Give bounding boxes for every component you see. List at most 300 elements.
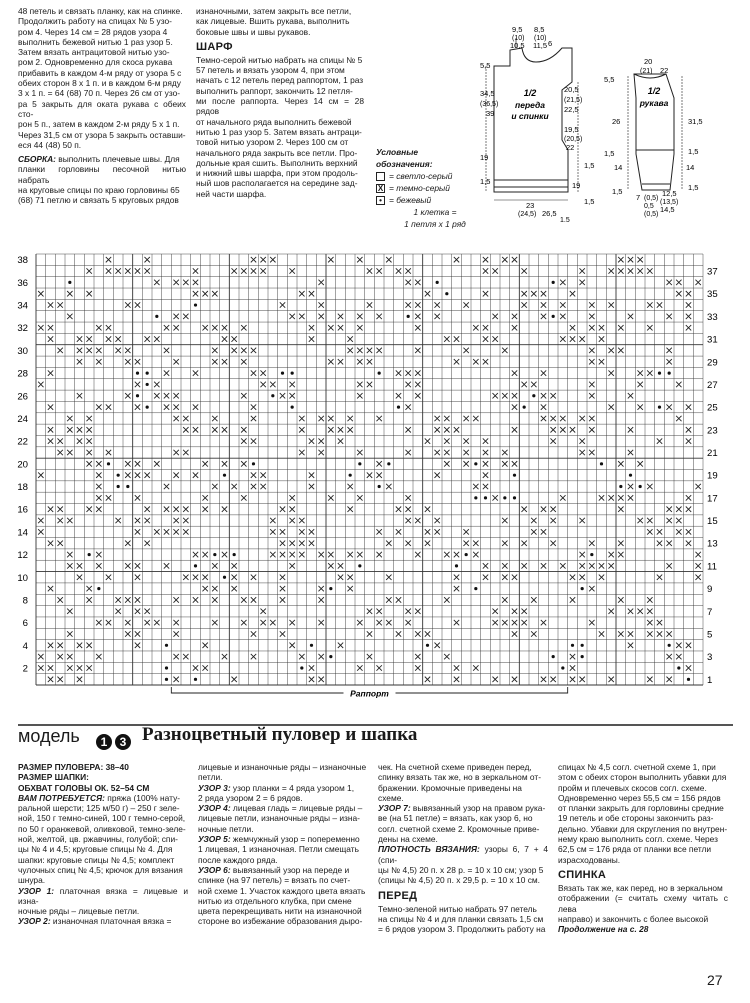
chart-cell-dark: [135, 461, 140, 466]
chart-row-number-left: 26: [17, 391, 28, 403]
chart-cell-dark: [164, 529, 169, 534]
chart-cell-dark: [144, 609, 149, 614]
chart-cell-dark: [251, 370, 256, 375]
chart-cell-dark: [695, 563, 700, 568]
chart-cell-dark: [106, 336, 111, 341]
chart-cell-dark: [608, 370, 613, 375]
chart-cell-dark: [202, 552, 207, 557]
svg-text:6: 6: [548, 39, 553, 48]
model-number-3-icon: 3: [115, 734, 131, 750]
chart-cell-dark: [657, 529, 662, 534]
chart-row-number-left: 20: [17, 459, 28, 471]
chart-cell-dark: [318, 438, 323, 443]
chart-cell-dark: [618, 552, 623, 557]
chart-cell-dark: [193, 575, 198, 580]
text-line: РАЗМЕР ШАПКИ:: [18, 772, 89, 783]
chart-cell-dark: [628, 484, 633, 489]
chart-cell-dark: [589, 427, 594, 432]
chart-cell-dark: [241, 268, 246, 273]
svg-text:39: 39: [486, 109, 495, 118]
chart-cell-dark: [541, 291, 546, 296]
chart-row-number-left: 10: [17, 572, 28, 584]
chart-cell-dark: [86, 450, 91, 455]
chart-cell-dark: [318, 302, 323, 307]
chart-cell-dark: [154, 529, 159, 534]
svg-text:1,5: 1,5: [688, 147, 699, 156]
chart-cell-dark: [86, 268, 91, 273]
body-label-2: переда: [515, 100, 545, 110]
chart-cell-dark: [686, 541, 691, 546]
chart-cell-dark: [550, 416, 555, 421]
chart-cell-dark: [115, 348, 120, 353]
chart-cell-dark: [289, 268, 294, 273]
chart-cell-beige: [117, 474, 120, 477]
chart-cell-dark: [618, 541, 623, 546]
chart-cell-beige: [155, 315, 158, 318]
chart-cell-dark: [173, 314, 178, 319]
chart-cell-dark: [570, 597, 575, 602]
legend-note-1: 1 клетка =: [413, 207, 457, 217]
chart-row-number-left: 2: [22, 663, 28, 675]
chart-cell-dark: [637, 518, 642, 523]
chart-cell-dark: [618, 461, 623, 466]
chart-cell-dark: [338, 563, 343, 568]
chart-cell-dark: [106, 575, 111, 580]
chart-cell-dark: [570, 336, 575, 341]
chart-cell-dark: [425, 529, 430, 534]
chart-cell-beige: [513, 496, 516, 499]
chart-cell-dark: [251, 575, 256, 580]
chart-cell-dark: [357, 393, 362, 398]
chart-cell-dark: [251, 257, 256, 262]
chart-cell-dark: [251, 268, 256, 273]
chart-cell-dark: [463, 416, 468, 421]
chart-cell-dark: [376, 268, 381, 273]
chart-cell-dark: [164, 404, 169, 409]
chart-cell-dark: [173, 393, 178, 398]
text-line: шнура.: [18, 875, 46, 886]
chart-cell-dark: [618, 631, 623, 636]
chart-cell-dark: [405, 268, 410, 273]
chart-cell-dark: [338, 438, 343, 443]
chart-cell-dark: [328, 563, 333, 568]
model-word: модель: [18, 726, 80, 746]
chart-cell-beige: [146, 383, 149, 386]
chart-cell-beige: [513, 474, 516, 477]
chart-cell-dark: [86, 597, 91, 602]
svg-text:5,5: 5,5: [480, 61, 491, 70]
chart-cell-dark: [512, 631, 517, 636]
chart-cell-dark: [579, 336, 584, 341]
chart-cell-dark: [212, 427, 217, 432]
chart-cell-dark: [357, 552, 362, 557]
chart-cell-dark: [135, 575, 140, 580]
chart-cell-beige: [252, 462, 255, 465]
chart-cell-dark: [483, 450, 488, 455]
chart-cell-dark: [628, 268, 633, 273]
chart-cell-dark: [637, 370, 642, 375]
chart-cell-beige: [223, 474, 226, 477]
chart-cell-dark: [521, 291, 526, 296]
chart-cell-dark: [38, 654, 43, 659]
svg-text:(21): (21): [640, 68, 653, 75]
chart-cell-dark: [415, 609, 420, 614]
chart-cell-dark: [444, 336, 449, 341]
chart-cell-dark: [338, 325, 343, 330]
chart-cell-dark: [289, 314, 294, 319]
chart-cell-dark: [589, 393, 594, 398]
chart-cell-dark: [560, 416, 565, 421]
chart-cell-dark: [599, 495, 604, 500]
chart-cell-dark: [202, 461, 207, 466]
text-line: чек. На счетной схеме приведен перед,: [378, 762, 532, 772]
chart-cell-beige: [136, 371, 139, 374]
chart-cell-dark: [396, 597, 401, 602]
chart-cell-dark: [164, 393, 169, 398]
chart-cell-dark: [173, 359, 178, 364]
text-line: по 50 г оранжевой, оливковой, темно-зеле-: [18, 823, 186, 834]
chart-row-number-left: 12: [17, 550, 28, 562]
text-line: ВАМ ПОТРЕБУЕТСЯ: пряжа (100% нату-: [18, 792, 181, 803]
chart-cell-dark: [463, 438, 468, 443]
body-label-1: 1/2: [523, 88, 537, 98]
chart-cell-dark: [231, 575, 236, 580]
chart-cell-dark: [628, 257, 633, 262]
chart-cell-dark: [318, 280, 323, 285]
chart-cell-dark: [67, 314, 72, 319]
chart-cell-dark: [357, 314, 362, 319]
chart-cell-dark: [299, 552, 304, 557]
chart-cell-dark: [579, 280, 584, 285]
chart-cell-dark: [647, 268, 652, 273]
svg-text:14: 14: [686, 163, 695, 172]
chart-cell-dark: [550, 438, 555, 443]
chart-cell-dark: [309, 529, 314, 534]
chart-cell-dark: [183, 450, 188, 455]
text-line: после каждого ряда.: [198, 854, 278, 865]
bottom-text-column-3: [378, 762, 548, 934]
svg-text:(0,5): (0,5): [644, 195, 659, 202]
chart-cell-dark: [434, 450, 439, 455]
chart-cell-dark: [357, 325, 362, 330]
chart-row-number-left: 22: [17, 436, 28, 448]
chart-cell-dark: [193, 370, 198, 375]
text-line: Темно-зеленой нитью набрать 97 петель: [378, 903, 537, 914]
chart-cell-dark: [328, 427, 333, 432]
assembly-label: СБОРКА:: [18, 154, 56, 165]
chart-cell-dark: [676, 280, 681, 285]
chart-cell-dark: [57, 654, 62, 659]
chart-cell-beige: [107, 462, 110, 465]
chart-cell-dark: [483, 336, 488, 341]
chart-cell-dark: [589, 563, 594, 568]
chart-cell-dark: [666, 404, 671, 409]
bottom-text-column-1: [18, 762, 188, 927]
chart-cell-dark: [280, 302, 285, 307]
chart-cell-dark: [376, 416, 381, 421]
chart-cell-dark: [618, 506, 623, 511]
chart-cell-dark: [183, 314, 188, 319]
svg-text:12,5: 12,5: [662, 189, 677, 198]
chart-cell-dark: [405, 450, 410, 455]
text-line: 62,5 см = 176 ряда от планки все петли: [558, 844, 712, 855]
chart-cell-dark: [657, 438, 662, 443]
chart-cell-dark: [202, 291, 207, 296]
chart-cell-dark: [299, 518, 304, 523]
chart-cell-dark: [299, 416, 304, 421]
text-line: ральной шерсти; 125 м/50 г) – 250 г зеле-: [18, 803, 180, 814]
chart-cell-dark: [173, 529, 178, 534]
chart-cell-dark: [657, 575, 662, 580]
chart-cell-dark: [173, 416, 178, 421]
legend-note-2: 1 петля х 1 ряд: [404, 219, 466, 229]
chart-row-number-right: 15: [707, 516, 718, 528]
chart-cell-dark: [57, 348, 62, 353]
chart-cell-dark: [512, 257, 517, 262]
svg-text:(36,5): (36,5): [480, 101, 499, 108]
chart-cell-dark: [106, 325, 111, 330]
chart-row-number-left: 38: [17, 255, 28, 267]
chart-cell-beige: [455, 564, 458, 567]
text-line: израсходованы.: [558, 854, 621, 865]
chart-cell-dark: [48, 665, 53, 670]
chart-cell-dark: [125, 472, 130, 477]
legend-title: Условные: [376, 147, 419, 157]
scarf-line: и нижний швы шарфа, при этом продоль-: [196, 168, 358, 179]
chart-cell-dark: [666, 280, 671, 285]
chart-cell-dark: [396, 393, 401, 398]
chart-cell-dark: [289, 382, 294, 387]
chart-cell-beige: [658, 406, 661, 409]
text-line: ПЛОТНОСТЬ ВЯЗАНИЯ: узоры 6, 7 + 4 (спи-: [378, 844, 548, 865]
text-line: ной, желтой, цв. ржавчины, голубой; спи-: [18, 834, 178, 845]
chart-cell-dark: [463, 541, 468, 546]
chart-cell-dark: [86, 336, 91, 341]
chart-cell-dark: [48, 302, 53, 307]
chart-cell-dark: [599, 336, 604, 341]
chart-cell-dark: [589, 586, 594, 591]
chart-cell-dark: [144, 472, 149, 477]
chart-cell-dark: [405, 495, 410, 500]
chart-cell-beige: [194, 303, 197, 306]
model-title: Разноцветный пуловер и шапка: [142, 724, 418, 745]
chart-cell-dark: [454, 336, 459, 341]
top-col1-line: Через 31,5 см от узора 5 закрыть оставши-: [18, 129, 186, 140]
chart-cell-dark: [405, 609, 410, 614]
chart-cell-dark: [376, 552, 381, 557]
chart-cell-beige: [407, 315, 410, 318]
chart-cell-dark: [318, 677, 323, 682]
chart-cell-beige: [126, 485, 129, 488]
chart-cell-dark: [589, 348, 594, 353]
text-line: от планки закрыть для горловины средние: [558, 803, 724, 814]
chart-cell-beige: [136, 394, 139, 397]
chart-row-number-left: 14: [17, 527, 28, 539]
text-label: ПЛОТНОСТЬ ВЯЗАНИЯ:: [378, 844, 480, 855]
chart-cell-dark: [579, 268, 584, 273]
chart-cell-beige: [629, 474, 632, 477]
chart-cell-dark: [367, 302, 372, 307]
chart-cell-dark: [251, 348, 256, 353]
text-line: спинку вязать так же, но в зеркальном от-: [378, 772, 542, 783]
text-label: УЗОР 4:: [198, 803, 231, 814]
text-label: УЗОР 6:: [198, 864, 231, 875]
chart-cell-dark: [434, 416, 439, 421]
chart-cell-dark: [154, 620, 159, 625]
chart-cell-dark: [241, 325, 246, 330]
chart-cell-dark: [492, 609, 497, 614]
chart-cell-dark: [241, 438, 246, 443]
chart-cell-dark: [212, 291, 217, 296]
chart-cell-dark: [77, 575, 82, 580]
chart-cell-dark: [531, 597, 536, 602]
chart-cell-dark: [144, 541, 149, 546]
chart-cell-beige: [436, 281, 439, 284]
text-line: УЗОР 5: жемчужный узор = попеременно: [198, 834, 360, 845]
svg-text:10,5: 10,5: [510, 41, 525, 50]
chart-cell-dark: [154, 336, 159, 341]
chart-cell-dark: [173, 472, 178, 477]
text-line: 2 ряда узором 2 = 6 рядов.: [198, 792, 303, 803]
scarf-line: от начального ряда выполнить бежевой: [196, 116, 352, 127]
chart-cell-dark: [77, 359, 82, 364]
chart-cell-dark: [463, 348, 468, 353]
chart-cell-dark: [38, 291, 43, 296]
chart-cell-dark: [347, 348, 352, 353]
chart-cell-dark: [579, 438, 584, 443]
chart-cell-dark: [618, 495, 623, 500]
chart-cell-dark: [512, 620, 517, 625]
chart-cell-dark: [67, 552, 72, 557]
chart-cell-dark: [512, 370, 517, 375]
chart-cell-dark: [608, 563, 613, 568]
chart-cell-dark: [357, 382, 362, 387]
chart-cell-dark: [251, 597, 256, 602]
text-line: ОБХВАТ ГОЛОВЫ ОК. 52–54 СМ: [18, 782, 150, 793]
chart-cell-dark: [318, 620, 323, 625]
chart-cell-dark: [695, 280, 700, 285]
chart-cell-dark: [154, 393, 159, 398]
chart-row-number-right: 33: [707, 311, 718, 323]
chart-cell-dark: [647, 609, 652, 614]
chart-cell-dark: [666, 654, 671, 659]
chart-cell-dark: [686, 529, 691, 534]
chart-cell-dark: [96, 552, 101, 557]
chart-cell-dark: [183, 506, 188, 511]
chart-cell-dark: [560, 302, 565, 307]
text-label: УЗОР 7:: [378, 803, 411, 814]
chart-cell-dark: [550, 506, 555, 511]
chart-cell-dark: [415, 314, 420, 319]
chart-cell-dark: [686, 325, 691, 330]
chart-cell-dark: [405, 280, 410, 285]
chart-cell-dark: [454, 620, 459, 625]
chart-cell-dark: [579, 416, 584, 421]
chart-cell-dark: [676, 416, 681, 421]
chart-cell-dark: [589, 541, 594, 546]
chart-cell-dark: [318, 314, 323, 319]
top-col1-line: прибавить в каждом 4-м ряду от узора 5 с: [18, 67, 182, 78]
chart-cell-dark: [106, 620, 111, 625]
scarf-line: ней части шарфа.: [196, 188, 267, 199]
chart-cell-dark: [512, 677, 517, 682]
chart-cell-dark: [512, 575, 517, 580]
chart-cell-dark: [338, 427, 343, 432]
chart-cell-beige: [358, 564, 361, 567]
chart-cell-dark: [396, 370, 401, 375]
chart-cell-dark: [570, 575, 575, 580]
chart-cell-dark: [173, 506, 178, 511]
chart-cell-dark: [202, 643, 207, 648]
chart-cell-dark: [57, 302, 62, 307]
chart-cell-dark: [106, 268, 111, 273]
chart-cell-beige: [378, 371, 381, 374]
chart-cell-dark: [560, 280, 565, 285]
chart-cell-dark: [628, 643, 633, 648]
chart-cell-dark: [396, 529, 401, 534]
chart-cell-dark: [222, 336, 227, 341]
chart-cell-dark: [570, 665, 575, 670]
chart-cell-dark: [695, 575, 700, 580]
chart-cell-dark: [144, 257, 149, 262]
chart-cell-dark: [560, 495, 565, 500]
chart-cell-dark: [647, 518, 652, 523]
chart-cell-dark: [386, 257, 391, 262]
chart-cell-dark: [512, 427, 517, 432]
chart-cell-dark: [231, 563, 236, 568]
chart-cell-dark: [637, 404, 642, 409]
chart-cell-dark: [541, 302, 546, 307]
chart-cell-dark: [135, 597, 140, 602]
chart-cell-dark: [96, 325, 101, 330]
chart-cell-dark: [405, 541, 410, 546]
svg-text:1,5: 1,5: [688, 183, 699, 192]
chart-cell-dark: [405, 382, 410, 387]
text-line: петли.: [198, 772, 223, 783]
chart-cell-dark: [202, 495, 207, 500]
chart-cell-beige: [552, 281, 555, 284]
svg-text:34,5: 34,5: [480, 89, 495, 98]
chart-cell-dark: [367, 472, 372, 477]
chart-cell-dark: [618, 348, 623, 353]
chart-cell-dark: [270, 529, 275, 534]
chart-cell-dark: [676, 654, 681, 659]
chart-cell-beige: [590, 553, 593, 556]
chart-cell-dark: [173, 597, 178, 602]
chart-cell-dark: [270, 257, 275, 262]
chart-cell-dark: [57, 438, 62, 443]
text-label: Продолжение на с. 28: [558, 924, 649, 935]
scarf-line: товой нитью узором 2. Через 100 см от: [196, 137, 349, 148]
chart-cell-dark: [135, 495, 140, 500]
chart-cell-dark: [193, 291, 198, 296]
chart-cell-beige: [484, 496, 487, 499]
chart-row-number-right: 7: [707, 606, 713, 618]
text-line: отображении (= считать схему читать с лева: [558, 893, 728, 914]
top-col1-line: 48 петель и связать планку, как на спинке.: [18, 6, 183, 16]
chart-cell-dark: [637, 257, 642, 262]
chart-cell-dark: [347, 484, 352, 489]
scarf-line: нитью 1 раз узор 5. Затем вязать антраци-: [196, 126, 362, 137]
chart-cell-dark: [193, 597, 198, 602]
chart-cell-beige: [194, 564, 197, 567]
chart-cell-dark: [164, 563, 169, 568]
chart-cell-dark: [531, 518, 536, 523]
chart-cell-beige: [281, 371, 284, 374]
top-col1-line: ром 2. Одновременно для скоса рукава: [18, 57, 173, 68]
model-header: [18, 724, 733, 752]
chart-cell-dark: [570, 427, 575, 432]
